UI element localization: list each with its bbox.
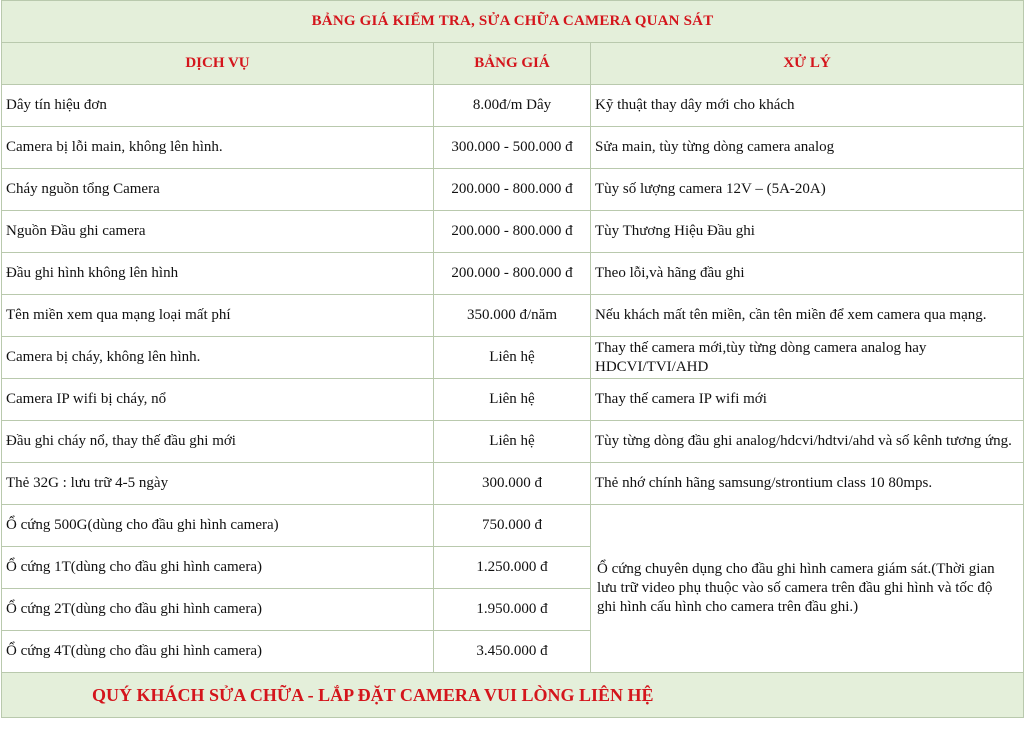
service-cell: Camera IP wifi bị cháy, nổ: [2, 379, 434, 421]
table-row: [2, 169, 1024, 211]
price-cell: 300.000 - 500.000 đ: [434, 127, 591, 169]
handling-cell: Sửa main, tùy từng dòng camera analog: [591, 127, 1024, 169]
price-table: [1, 0, 1024, 718]
column-header-row: [2, 43, 1024, 85]
service-cell: Ổ cứng 4T(dùng cho đầu ghi hình camera): [2, 631, 434, 673]
column-header-price: BẢNG GIÁ: [434, 43, 591, 85]
table-row: [2, 85, 1024, 127]
handling-cell: Tùy số lượng camera 12V – (5A-20A): [591, 169, 1024, 211]
handling-cell: Thay thế camera mới,tùy từng dòng camera analog hay HDCVI/TVI/AHD: [591, 337, 1024, 379]
handling-cell: Theo lỗi,và hãng đầu ghi: [591, 253, 1024, 295]
handling-cell: Tùy Thương Hiệu Đầu ghi: [591, 211, 1024, 253]
service-cell: Camera bị lỗi main, không lên hình.: [2, 127, 434, 169]
service-cell: Đầu ghi cháy nổ, thay thế đầu ghi mới: [2, 421, 434, 463]
contact-footer: QUÝ KHÁCH SỬA CHỮA - LẮP ĐẶT CAMERA VUI LÒNG LIÊN HỆ: [2, 673, 1024, 718]
handling-cell: Thay thế camera IP wifi mới: [591, 379, 1024, 421]
service-cell: Camera bị cháy, không lên hình.: [2, 337, 434, 379]
price-cell: 200.000 - 800.000 đ: [434, 169, 591, 211]
handling-cell: Nếu khách mất tên miền, cần tên miền để xem camera qua mạng.: [591, 295, 1024, 337]
price-cell: Liên hệ: [434, 337, 591, 379]
service-cell: Ổ cứng 500G(dùng cho đầu ghi hình camera): [2, 505, 434, 547]
footer-row: [2, 673, 1024, 718]
table-row: [2, 211, 1024, 253]
price-cell: 200.000 - 800.000 đ: [434, 253, 591, 295]
price-cell: 200.000 - 800.000 đ: [434, 211, 591, 253]
price-cell: 8.00đ/m Dây: [434, 85, 591, 127]
price-cell: 1.250.000 đ: [434, 547, 591, 589]
price-cell: 350.000 đ/năm: [434, 295, 591, 337]
table-row: [2, 253, 1024, 295]
service-cell: Ổ cứng 2T(dùng cho đầu ghi hình camera): [2, 589, 434, 631]
service-cell: Ổ cứng 1T(dùng cho đầu ghi hình camera): [2, 547, 434, 589]
handling-cell: Kỹ thuật thay dây mới cho khách: [591, 85, 1024, 127]
service-cell: Tên miền xem qua mạng loại mất phí: [2, 295, 434, 337]
service-cell: Thẻ 32G : lưu trữ 4-5 ngày: [2, 463, 434, 505]
column-header-handling: XỬ LÝ: [591, 43, 1024, 85]
price-cell: Liên hệ: [434, 421, 591, 463]
service-cell: Dây tín hiệu đơn: [2, 85, 434, 127]
table-row: [2, 295, 1024, 337]
service-cell: Cháy nguồn tổng Camera: [2, 169, 434, 211]
column-header-service: DỊCH VỤ: [2, 43, 434, 85]
title-row: [2, 1, 1024, 43]
price-cell: 3.450.000 đ: [434, 631, 591, 673]
price-cell: Liên hệ: [434, 379, 591, 421]
service-cell: Nguồn Đầu ghi camera: [2, 211, 434, 253]
table-title: BẢNG GIÁ KIỂM TRA, SỬA CHỮA CAMERA QUAN SÁT: [2, 1, 1024, 43]
table-row: [2, 505, 1024, 547]
table-row: [2, 379, 1024, 421]
price-cell: 300.000 đ: [434, 463, 591, 505]
handling-cell: Tùy từng dòng đầu ghi analog/hdcvi/hdtvi/ahd và số kênh tương ứng.: [591, 421, 1024, 463]
price-cell: 1.950.000 đ: [434, 589, 591, 631]
table-row: [2, 463, 1024, 505]
service-cell: Đầu ghi hình không lên hình: [2, 253, 434, 295]
table-row: [2, 127, 1024, 169]
hdd-handling-cell: Ổ cứng chuyên dụng cho đầu ghi hình camera giám sát.(Thời gian lưu trữ video phụ thuộc vào số camera trên đầu ghi hình và tốc độ ghi hình cấu hình cho camera trên đầu ghi.): [591, 505, 1024, 673]
handling-cell: Thẻ nhớ chính hãng samsung/strontium class 10 80mps.: [591, 463, 1024, 505]
price-cell: 750.000 đ: [434, 505, 591, 547]
table-row: [2, 421, 1024, 463]
table-row: [2, 337, 1024, 379]
